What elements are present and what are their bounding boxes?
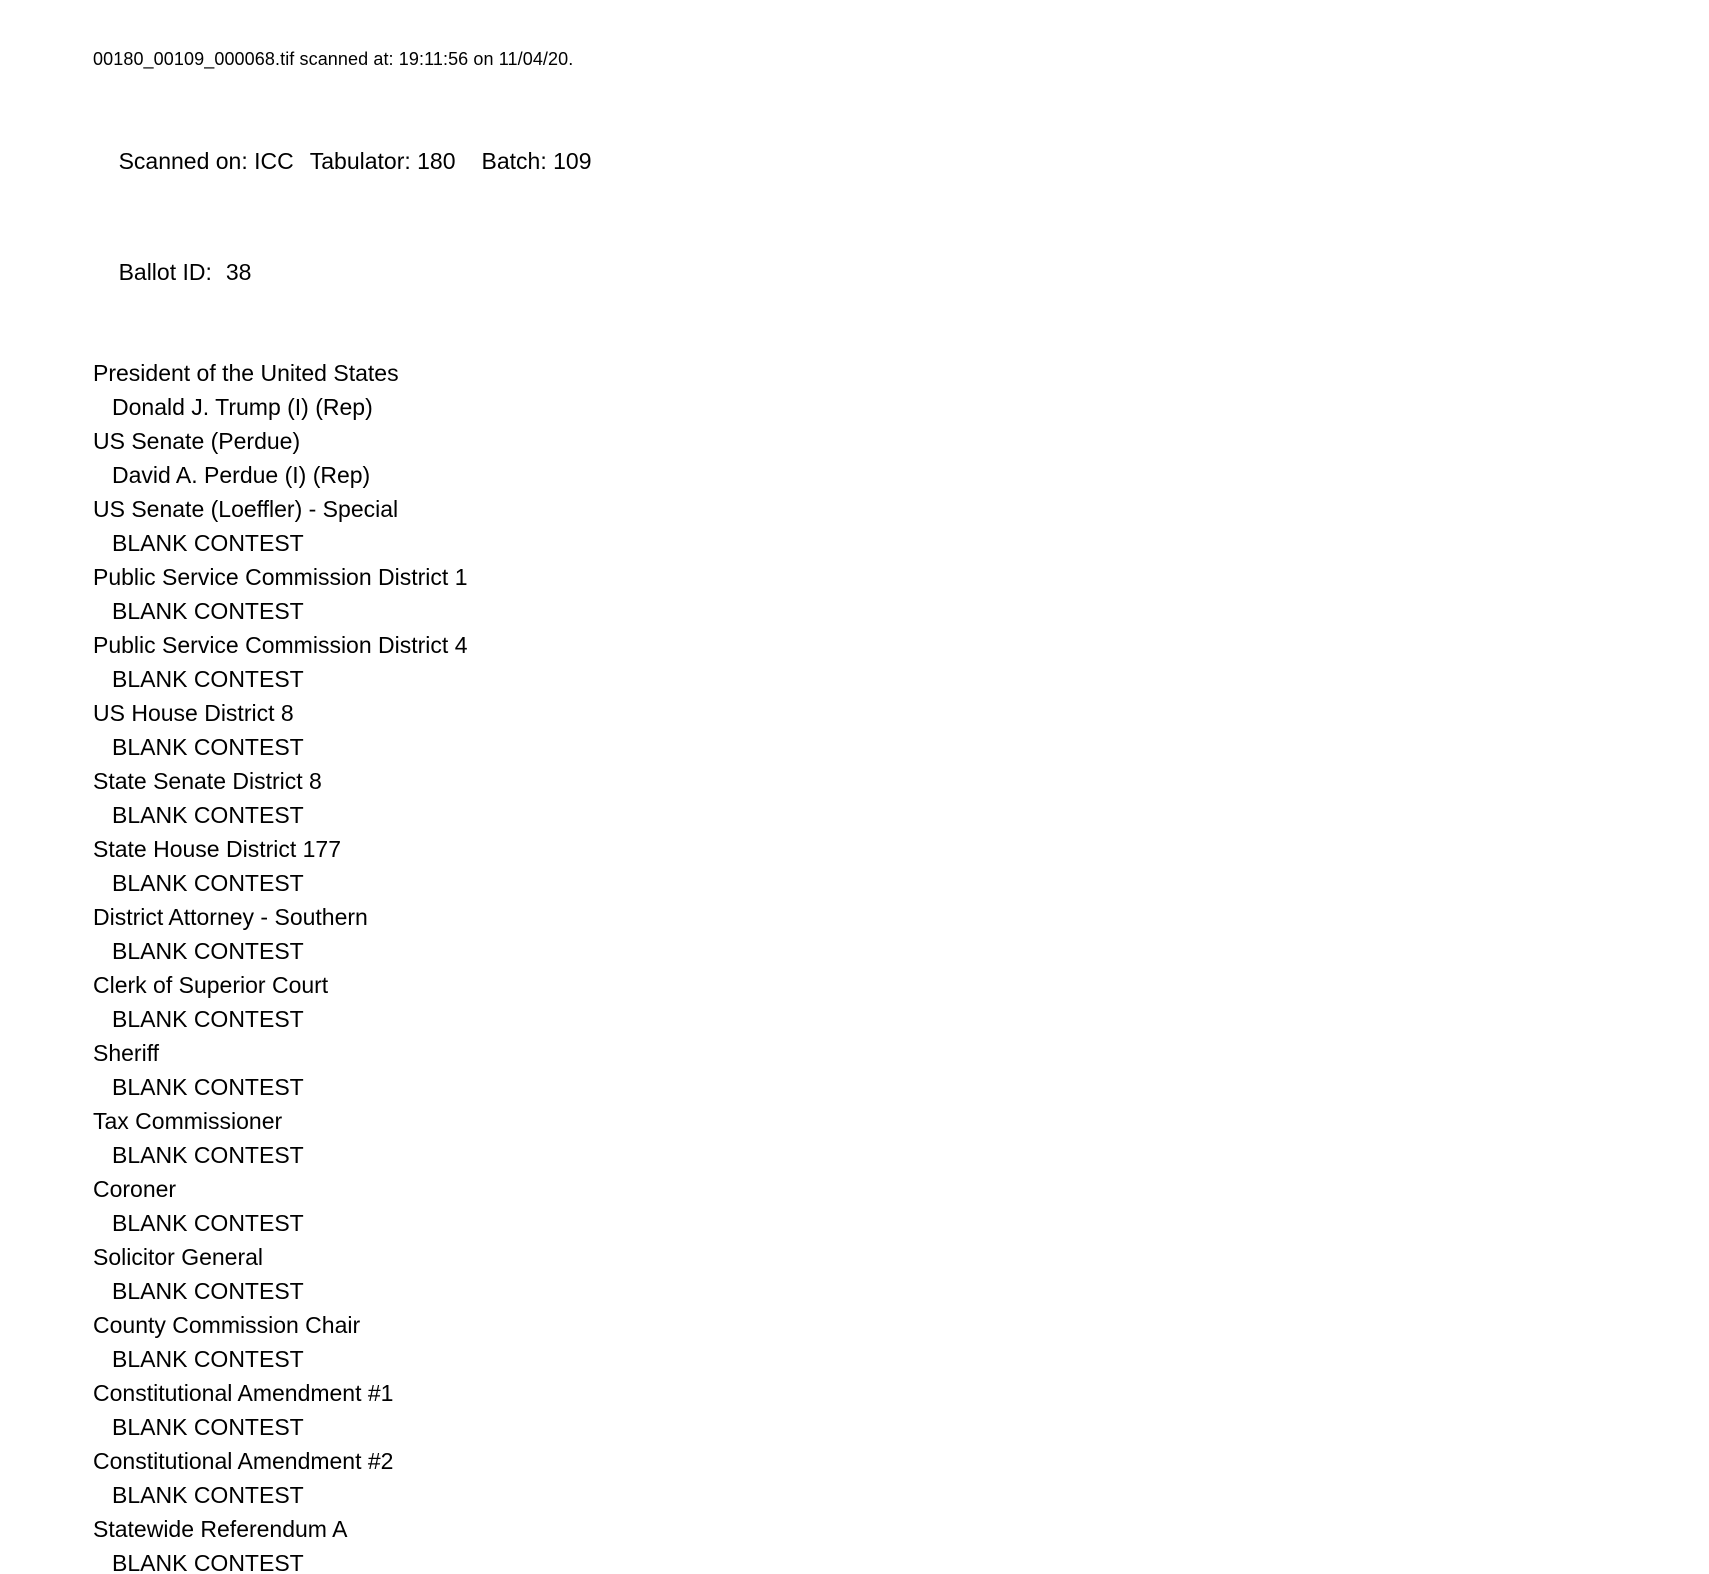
contest-selection: Donald J. Trump (I) (Rep) (112, 394, 373, 420)
contest-selection: BLANK CONTEST (112, 1142, 304, 1168)
contest-selection: BLANK CONTEST (112, 938, 304, 964)
contest-row (93, 628, 1709, 696)
ballot-id-line (93, 217, 1709, 328)
contest-selection: BLANK CONTEST (112, 1550, 304, 1574)
contest-row (93, 492, 1709, 560)
contest-row (93, 696, 1709, 764)
contest-name: District Attorney - Southern (93, 904, 368, 930)
contest-selection: BLANK CONTEST (112, 870, 304, 896)
contest-selection: BLANK CONTEST (112, 1414, 304, 1440)
scanned-on-field: Scanned on: ICC (118, 148, 294, 174)
batch-field: Batch: 109 (481, 148, 592, 174)
contest-row (93, 764, 1709, 832)
contest-selection: BLANK CONTEST (112, 1210, 304, 1236)
contest-name: President of the United States (93, 360, 399, 386)
contest-name: State Senate District 8 (93, 768, 322, 794)
ballot-id-label: Ballot ID: (118, 259, 212, 285)
contest-selection: BLANK CONTEST (112, 666, 304, 692)
contest-row (93, 560, 1709, 628)
contest-name: Public Service Commission District 4 (93, 632, 468, 658)
contest-row (93, 1512, 1709, 1574)
contest-selection: BLANK CONTEST (112, 598, 304, 624)
contest-row (93, 1240, 1709, 1308)
contest-list (93, 356, 1709, 1574)
contest-selection: BLANK CONTEST (112, 734, 304, 760)
contest-name: Public Service Commission District 1 (93, 564, 468, 590)
contest-name: Constitutional Amendment #1 (93, 1380, 394, 1406)
contest-selection: BLANK CONTEST (112, 802, 304, 828)
ballot-id-value: 38 (225, 259, 252, 285)
contest-row (93, 1308, 1709, 1376)
contest-row (93, 900, 1709, 968)
contest-row (93, 1444, 1709, 1512)
contest-row (93, 1104, 1709, 1172)
contest-selection: BLANK CONTEST (112, 1346, 304, 1372)
contest-name: Statewide Referendum A (93, 1516, 348, 1542)
contest-selection: David A. Perdue (I) (Rep) (112, 462, 371, 488)
tabulator-field: Tabulator: 180 (309, 148, 456, 174)
contest-name: US Senate (Perdue) (93, 428, 301, 454)
contest-name: US Senate (Loeffler) - Special (93, 496, 399, 522)
contest-name: Solicitor General (93, 1244, 264, 1270)
contest-row (93, 1376, 1709, 1444)
contest-selection: BLANK CONTEST (112, 530, 304, 556)
contest-row (93, 832, 1709, 900)
contest-row (93, 356, 1709, 424)
contest-name: Clerk of Superior Court (93, 972, 329, 998)
file-scan-header: 00180_00109_000068.tif scanned at: 19:11:56 on 11/04/20. (93, 49, 574, 69)
contest-name: US House District 8 (93, 700, 294, 726)
contest-name: Coroner (93, 1176, 177, 1202)
contest-row (93, 968, 1709, 1036)
contest-name: County Commission Chair (93, 1312, 361, 1338)
scan-info-line (93, 106, 1709, 217)
contest-name: Sheriff (93, 1040, 160, 1066)
contest-row (93, 1036, 1709, 1104)
contest-row (93, 424, 1709, 492)
contest-row (93, 1172, 1709, 1240)
contest-selection: BLANK CONTEST (112, 1074, 304, 1100)
contest-selection: BLANK CONTEST (112, 1006, 304, 1032)
contest-name: Tax Commissioner (93, 1108, 283, 1134)
contest-selection: BLANK CONTEST (112, 1278, 304, 1304)
contest-selection: BLANK CONTEST (112, 1482, 304, 1508)
contest-name: State House District 177 (93, 836, 342, 862)
contest-name: Constitutional Amendment #2 (93, 1448, 394, 1474)
